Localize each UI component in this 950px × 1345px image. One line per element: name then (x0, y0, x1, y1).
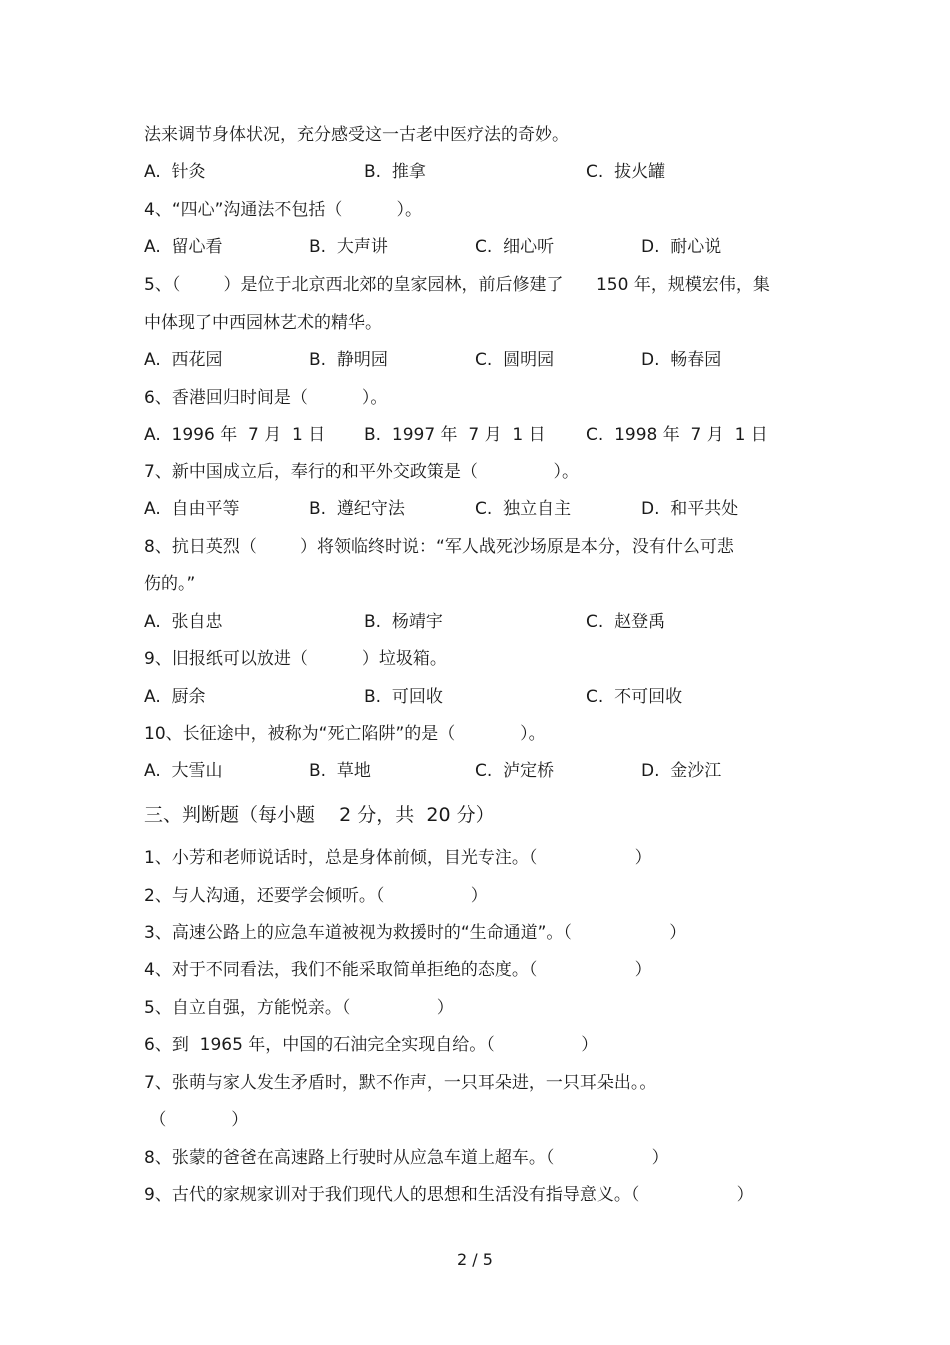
q5-text-line2: 中体现了中西园林艺术的精华。 (144, 313, 382, 333)
q5-text-line1: 5、（ ）是位于北京西北郊的皇家园林，前后修建了 150 年，规模宏伟，集 (144, 275, 770, 295)
judge-item-7-blank: （ ） (144, 1110, 249, 1130)
q3-option-a: A. 针灸 (144, 162, 206, 182)
q7-option-b: B. 遵纪守法 (309, 499, 405, 519)
judge-item-6: 6、到 1965 年，中国的石油完全实现自给。（ ） (144, 1035, 599, 1055)
q9-option-a: A. 厨余 (144, 687, 206, 707)
q8-option-b: B. 杨靖宇 (364, 612, 443, 632)
q6-option-c: C. 1998 年 7 月 1 日 (586, 425, 768, 445)
q7-text: 7、新中国成立后，奉行的和平外交政策是（ ）。 (144, 462, 579, 482)
q9-option-b: B. 可回收 (364, 687, 443, 707)
q8-option-c: C. 赵登禹 (586, 612, 666, 632)
q6-option-a: A. 1996 年 7 月 1 日 (144, 425, 326, 445)
q3-option-b: B. 推拿 (364, 162, 426, 182)
page-number: 2 / 5 (457, 1250, 493, 1269)
q5-option-a: A. 西花园 (144, 350, 223, 370)
judge-item-1: 1、小芳和老师说话时，总是身体前倾，目光专注。（ ） (144, 848, 652, 868)
q4-option-b: B. 大声讲 (309, 237, 388, 257)
judge-item-7: 7、张萌与家人发生矛盾时，默不作声，一只耳朵进，一只耳朵出。。 (144, 1073, 657, 1093)
q4-option-c: C. 细心听 (475, 237, 555, 257)
q4-option-d: D. 耐心说 (641, 237, 722, 257)
q7-option-c: C. 独立自主 (475, 499, 572, 519)
judge-item-9: 9、古代的家规家训对于我们现代人的思想和生活没有指导意义。（ ） (144, 1185, 754, 1205)
judge-item-5: 5、自立自强，方能悦亲。（ ） (144, 998, 454, 1018)
q5-option-c: C. 圆明园 (475, 350, 555, 370)
judge-item-3: 3、高速公路上的应急车道被视为救援时的“生命通道”。（ ） (144, 923, 687, 943)
q5-option-d: D. 畅春园 (641, 350, 722, 370)
judge-item-4: 4、对于不同看法，我们不能采取简单拒绝的态度。（ ） (144, 960, 652, 980)
judge-item-8: 8、张蒙的爸爸在高速路上行驶时从应急车道上超车。（ ） (144, 1148, 669, 1168)
q3-text-tail: 法来调节身体状况，充分感受这一古老中医疗法的奇妙。 (144, 125, 569, 145)
q3-option-c: C. 拔火罐 (586, 162, 666, 182)
q6-option-b: B. 1997 年 7 月 1 日 (364, 425, 546, 445)
q9-option-c: C. 不可回收 (586, 687, 683, 707)
q4-text: 4、“四心”沟通法不包括（ ）。 (144, 200, 422, 220)
q8-text-line2: 伤的。” (144, 574, 196, 594)
q7-option-d: D. 和平共处 (641, 499, 739, 519)
judge-item-2: 2、与人沟通，还要学会倾听。（ ） (144, 886, 488, 906)
q10-option-d: D. 金沙江 (641, 761, 722, 781)
q6-text: 6、香港回归时间是（ ）。 (144, 388, 388, 408)
q10-text: 10、长征途中，被称为“死亡陷阱”的是（ ）。 (144, 724, 546, 744)
q10-option-b: B. 草地 (309, 761, 371, 781)
section3-title: 三、判断题（每小题 2 分，共 20 分） (144, 804, 495, 826)
q7-option-a: A. 自由平等 (144, 499, 240, 519)
q10-option-c: C. 泸定桥 (475, 761, 555, 781)
q10-option-a: A. 大雪山 (144, 761, 223, 781)
q8-text-line1: 8、抗日英烈（ ）将领临终时说：“军人战死沙场原是本分，没有什么可悲 (144, 537, 734, 557)
q9-text: 9、旧报纸可以放进（ ）垃圾箱。 (144, 649, 447, 669)
q5-option-b: B. 静明园 (309, 350, 388, 370)
q8-option-a: A. 张自忠 (144, 612, 223, 632)
q4-option-a: A. 留心看 (144, 237, 223, 257)
